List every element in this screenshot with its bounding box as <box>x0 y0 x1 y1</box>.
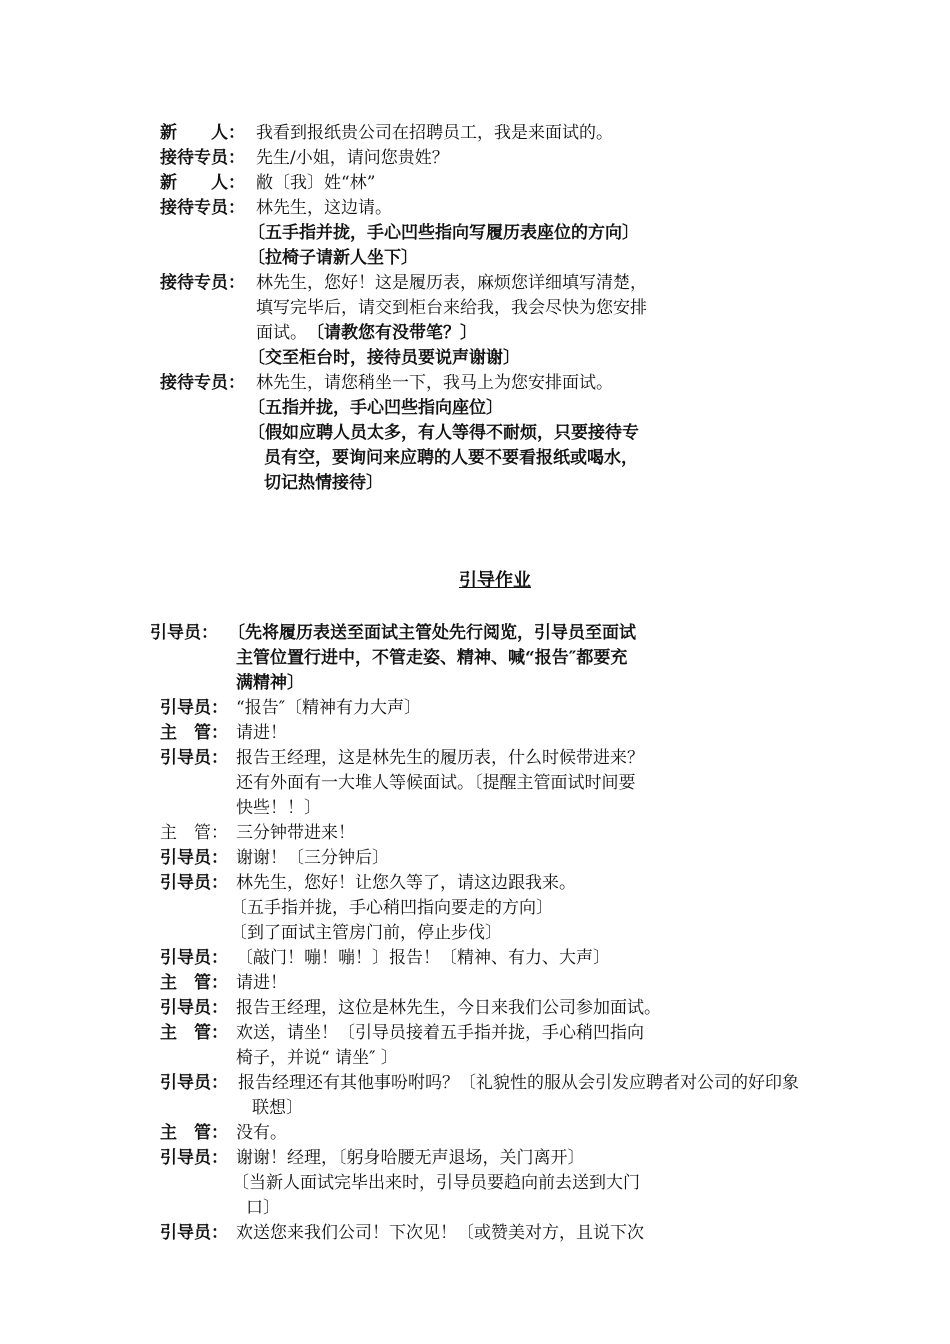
speaker-label: 引导员： <box>150 623 218 643</box>
speaker-label: 接待专员： <box>160 273 245 293</box>
line-text: 面试。 <box>256 323 307 343</box>
stage-direction: 〔五指并拢，手心凹些指向座位〕 <box>248 398 503 418</box>
line-text: 还有外面有一大堆人等候面试。〔提醒主管面试时间要 <box>236 773 636 793</box>
speaker-label: 引导员： <box>160 1073 228 1093</box>
stage-direction: 〔交至柜台时，接待员要说声谢谢〕 <box>248 348 520 368</box>
speaker-label: 接待专员： <box>160 198 245 218</box>
speaker-label: 引导员： <box>160 1223 228 1243</box>
line-text: 联想〕 <box>252 1098 303 1118</box>
line-text: 快些！！〕 <box>236 798 321 818</box>
line-text: 三分钟带进来！ <box>236 823 355 843</box>
speaker-label: 接待专员： <box>160 373 245 393</box>
line-text: 报告王经理，这是林先生的履历表，什么时候带进来？ <box>236 748 644 768</box>
stage-direction: 〔请教您有没带笔？〕 <box>307 323 477 343</box>
line-text: 〔敲门！嘣！嘣！〕报告！〔精神、有力、大声〕 <box>236 948 610 968</box>
speaker-label: 新 人： <box>160 123 245 143</box>
stage-direction: 员有空，要询问来应聘的人要不要看报纸或喝水， <box>264 448 638 468</box>
line-text: 欢送，请坐！〔引导员接着五手指并拢，手心稍凹指向 <box>236 1023 644 1043</box>
line-text: 没有。 <box>236 1123 287 1143</box>
line-text: 林先生，您好！这是履历表，麻烦您详细填写清楚， <box>256 273 647 293</box>
speaker-label: 主 管： <box>160 1023 228 1043</box>
speaker-label: 引导员： <box>160 748 228 768</box>
line-text: 椅子，并说“ 请坐″ 〕 <box>236 1048 398 1068</box>
line-text: 请进！ <box>236 723 287 743</box>
line-text: 我看到报纸贵公司在招聘员工，我是来面试的。 <box>256 123 613 143</box>
speaker-label: 引导员： <box>160 1148 228 1168</box>
line-text: 先生/小姐，请问您贵姓？ <box>256 148 449 168</box>
line-text: 〔到了面试主管房门前，停止步伐〕 <box>230 923 502 943</box>
line-text: 林先生，请您稍坐一下，我马上为您安排面试。 <box>256 373 613 393</box>
line-text: 林先生，您好！让您久等了，请这边跟我来。 <box>236 873 576 893</box>
line-text: 〔五手指并拢，手心稍凹指向要走的方向〕 <box>230 898 553 918</box>
stage-direction: 满精神〕 <box>236 673 304 693</box>
stage-direction: 〔先将履历表送至面试主管处先行阅览，引导员至面试 <box>228 623 636 643</box>
line-text: 〔当新人面试完毕出来时，引导员要趋向前去送到大门 <box>232 1173 640 1193</box>
line-text: 欢送您来我们公司！下次见！〔或赞美对方，且说下次 <box>236 1223 644 1243</box>
line-text: 口〕 <box>246 1198 280 1218</box>
stage-direction: 〔假如应聘人员太多，有人等得不耐烦，只要接待专 <box>248 423 639 443</box>
speaker-label: 主 管： <box>160 823 228 843</box>
line-text: 报告王经理，这位是林先生，今日来我们公司参加面试。 <box>236 998 661 1018</box>
line-text: 林先生，这边请。 <box>256 198 392 218</box>
line-text: 报告经理还有其他事吩咐吗？〔礼貌性的服从会引发应聘者对公司的好印象 <box>238 1073 799 1093</box>
speaker-label: 引导员： <box>160 948 228 968</box>
stage-direction: 切记热情接待〕 <box>264 473 383 493</box>
speaker-label: 主 管： <box>160 973 228 993</box>
speaker-label: 主 管： <box>160 723 228 743</box>
line-text: 填写完毕后，请交到柜台来给我，我会尽快为您安排 <box>256 298 647 318</box>
stage-direction: 〔拉椅子请新人坐下〕 <box>248 248 418 268</box>
speaker-label: 引导员： <box>160 848 228 868</box>
section-title: 引导作业 <box>459 570 531 591</box>
line-text: 谢谢！〔三分钟后〕 <box>236 848 389 868</box>
line-text: 敝〔我〕姓“林” <box>256 173 376 193</box>
speaker-label: 引导员： <box>160 698 228 718</box>
line-text: 请进！ <box>236 973 287 993</box>
line-text: 谢谢！经理，〔躬身哈腰无声退场，关门离开〕 <box>236 1148 585 1168</box>
stage-direction: 〔五手指并拢，手心凹些指向写履历表座位的方向〕 <box>248 223 639 243</box>
speaker-label: 引导员： <box>160 998 228 1018</box>
speaker-label: 主 管： <box>160 1123 228 1143</box>
speaker-label: 新 人： <box>160 173 245 193</box>
speaker-label: 引导员： <box>160 873 228 893</box>
stage-direction: 主管位置行进中，不管走姿、精神、喊“报告″都要充 <box>236 648 628 668</box>
line-text: “报告″〔精神有力大声〕 <box>236 698 422 718</box>
speaker-label: 接待专员： <box>160 148 245 168</box>
